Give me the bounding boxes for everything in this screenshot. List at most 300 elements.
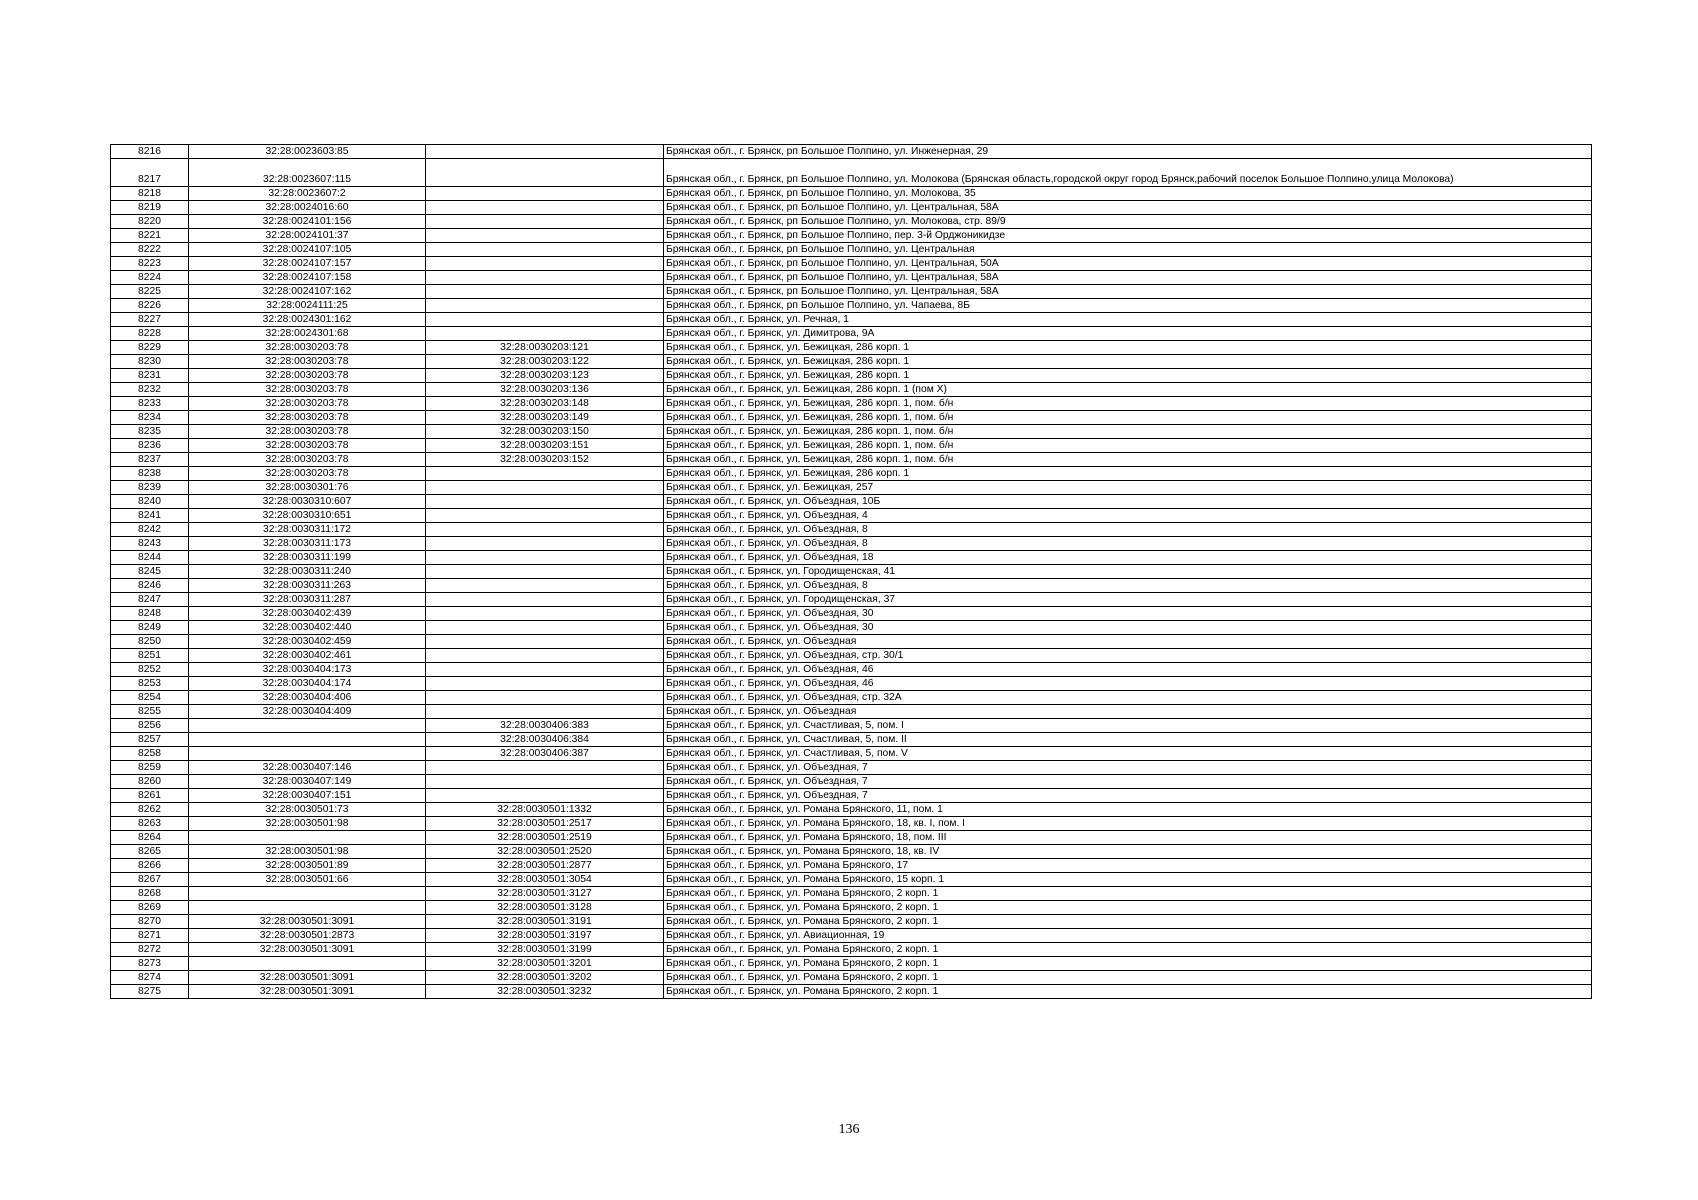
table-row bbox=[111, 719, 1592, 733]
table-row bbox=[111, 201, 1592, 215]
table-row bbox=[111, 915, 1592, 929]
cadastral-number-cell: 32:28:0030203:78 bbox=[189, 369, 426, 383]
table-row bbox=[111, 257, 1592, 271]
address-cell: Брянская обл., г. Брянск, ул. Бежицкая, 257 bbox=[664, 481, 1592, 495]
address-cell: Брянская обл., г. Брянск, ул. Городищенская, 37 bbox=[664, 593, 1592, 607]
row-number-cell: 8244 bbox=[111, 551, 189, 565]
row-number-cell: 8271 bbox=[111, 929, 189, 943]
address-cell: Брянская обл., г. Брянск, ул. Объездная, 30 bbox=[664, 607, 1592, 621]
row-number-cell: 8227 bbox=[111, 313, 189, 327]
sub-object-number-cell bbox=[426, 775, 664, 789]
row-number-cell: 8272 bbox=[111, 943, 189, 957]
sub-object-number-cell bbox=[426, 201, 664, 215]
cadastral-number-cell: 32:28:0030311:240 bbox=[189, 565, 426, 579]
address-cell: Брянская обл., г. Брянск, ул. Счастливая, 5, пом. V bbox=[664, 747, 1592, 761]
sub-object-number-cell: 32:28:0030501:3127 bbox=[426, 887, 664, 901]
cadastral-number-cell: 32:28:0030501:98 bbox=[189, 817, 426, 831]
cadastral-number-cell: 32:28:0030404:409 bbox=[189, 705, 426, 719]
address-cell: Брянская обл., г. Брянск, рп Большое Полпино, ул. Молокова, стр. 89/9 bbox=[664, 215, 1592, 229]
table-row bbox=[111, 649, 1592, 663]
cadastral-number-cell: 32:28:0024107:158 bbox=[189, 271, 426, 285]
table-row bbox=[111, 901, 1592, 915]
row-number-cell: 8249 bbox=[111, 621, 189, 635]
address-cell: Брянская обл., г. Брянск, ул. Романа Брянского, 15 корп. 1 bbox=[664, 873, 1592, 887]
row-number-cell: 8232 bbox=[111, 383, 189, 397]
table-row bbox=[111, 341, 1592, 355]
row-number-cell: 8236 bbox=[111, 439, 189, 453]
address-cell: Брянская обл., г. Брянск, рп Большое Полпино, пер. 3-й Орджоникидзе bbox=[664, 229, 1592, 243]
sub-object-number-cell bbox=[426, 789, 664, 803]
table-row bbox=[111, 523, 1592, 537]
address-cell: Брянская обл., г. Брянск, ул. Романа Брянского, 17 bbox=[664, 859, 1592, 873]
row-number-cell: 8225 bbox=[111, 285, 189, 299]
table-row bbox=[111, 509, 1592, 523]
table-row bbox=[111, 159, 1592, 187]
table-row bbox=[111, 621, 1592, 635]
cadastral-number-cell bbox=[189, 719, 426, 733]
row-number-cell: 8265 bbox=[111, 845, 189, 859]
row-number-cell: 8247 bbox=[111, 593, 189, 607]
address-cell: Брянская обл., г. Брянск, ул. Счастливая, 5, пом. I bbox=[664, 719, 1592, 733]
cadastral-number-cell: 32:28:0030404:173 bbox=[189, 663, 426, 677]
address-cell: Брянская обл., г. Брянск, рп Большое Полпино, ул. Центральная, 58А bbox=[664, 201, 1592, 215]
address-cell: Брянская обл., г. Брянск, ул. Объездная, 10Б bbox=[664, 495, 1592, 509]
sub-object-number-cell bbox=[426, 159, 664, 187]
table-row bbox=[111, 929, 1592, 943]
table-row bbox=[111, 775, 1592, 789]
row-number-cell: 8241 bbox=[111, 509, 189, 523]
address-cell: Брянская обл., г. Брянск, ул. Бежицкая, 286 корп. 1, пом. б/н bbox=[664, 411, 1592, 425]
cadastral-number-cell: 32:28:0030402:459 bbox=[189, 635, 426, 649]
table-row bbox=[111, 831, 1592, 845]
address-cell: Брянская обл., г. Брянск, рп Большое Полпино, ул. Центральная, 58А bbox=[664, 285, 1592, 299]
sub-object-number-cell bbox=[426, 299, 664, 313]
row-number-cell: 8229 bbox=[111, 341, 189, 355]
cadastral-number-cell: 32:28:0030407:146 bbox=[189, 761, 426, 775]
table-row bbox=[111, 607, 1592, 621]
cadastral-number-cell: 32:28:0030311:199 bbox=[189, 551, 426, 565]
cadastral-number-cell: 32:28:0030407:151 bbox=[189, 789, 426, 803]
cadastral-number-cell: 32:28:0024301:68 bbox=[189, 327, 426, 341]
table-row bbox=[111, 733, 1592, 747]
cadastral-number-cell bbox=[189, 831, 426, 845]
sub-object-number-cell: 32:28:0030203:123 bbox=[426, 369, 664, 383]
address-cell: Брянская обл., г. Брянск, ул. Объездная, 8 bbox=[664, 523, 1592, 537]
cadastral-number-cell: 32:28:0030203:78 bbox=[189, 397, 426, 411]
address-cell: Брянская обл., г. Брянск, ул. Романа Брянского, 18, кв. I, пом. I bbox=[664, 817, 1592, 831]
row-number-cell: 8253 bbox=[111, 677, 189, 691]
row-number-cell: 8260 bbox=[111, 775, 189, 789]
address-cell: Брянская обл., г. Брянск, ул. Объездная, 8 bbox=[664, 579, 1592, 593]
row-number-cell: 8246 bbox=[111, 579, 189, 593]
cadastral-number-cell: 32:28:0024107:157 bbox=[189, 257, 426, 271]
cadastral-number-cell: 32:28:0030501:98 bbox=[189, 845, 426, 859]
table-row bbox=[111, 663, 1592, 677]
sub-object-number-cell: 32:28:0030203:151 bbox=[426, 439, 664, 453]
address-cell: Брянская обл., г. Брянск, ул. Объездная, 7 bbox=[664, 775, 1592, 789]
sub-object-number-cell bbox=[426, 187, 664, 201]
address-cell: Брянская обл., г. Брянск, ул. Объездная, стр. 30/1 bbox=[664, 649, 1592, 663]
table-row bbox=[111, 705, 1592, 719]
address-cell: Брянская обл., г. Брянск, ул. Бежицкая, 286 корп. 1 bbox=[664, 355, 1592, 369]
cadastral-number-cell: 32:28:0030311:287 bbox=[189, 593, 426, 607]
address-cell: Брянская обл., г. Брянск, ул. Объездная, 7 bbox=[664, 789, 1592, 803]
row-number-cell: 8220 bbox=[111, 215, 189, 229]
cadastral-number-cell: 32:28:0030501:66 bbox=[189, 873, 426, 887]
cadastral-number-cell: 32:28:0030402:461 bbox=[189, 649, 426, 663]
table-row bbox=[111, 873, 1592, 887]
table-row bbox=[111, 971, 1592, 985]
row-number-cell: 8261 bbox=[111, 789, 189, 803]
table-row bbox=[111, 355, 1592, 369]
cadastral-number-cell: 32:28:0030501:73 bbox=[189, 803, 426, 817]
cadastral-number-cell: 32:28:0030501:89 bbox=[189, 859, 426, 873]
cadastral-number-cell: 32:28:0030402:440 bbox=[189, 621, 426, 635]
address-cell: Брянская обл., г. Брянск, ул. Димитрова, 9А bbox=[664, 327, 1592, 341]
cadastral-number-cell: 32:28:0030203:78 bbox=[189, 341, 426, 355]
row-number-cell: 8243 bbox=[111, 537, 189, 551]
table-row bbox=[111, 215, 1592, 229]
sub-object-number-cell bbox=[426, 565, 664, 579]
sub-object-number-cell bbox=[426, 285, 664, 299]
table-row bbox=[111, 817, 1592, 831]
cadastral-number-cell: 32:28:0024101:156 bbox=[189, 215, 426, 229]
table-row bbox=[111, 145, 1592, 159]
cadastral-number-cell: 32:28:0030203:78 bbox=[189, 467, 426, 481]
address-cell: Брянская обл., г. Брянск, ул. Романа Брянского, 18, кв. IV bbox=[664, 845, 1592, 859]
row-number-cell: 8275 bbox=[111, 985, 189, 999]
table-row bbox=[111, 425, 1592, 439]
sub-object-number-cell bbox=[426, 621, 664, 635]
cadastral-number-cell: 32:28:0024107:105 bbox=[189, 243, 426, 257]
table-row bbox=[111, 369, 1592, 383]
table-row bbox=[111, 943, 1592, 957]
cadastral-number-cell: 32:28:0030203:78 bbox=[189, 383, 426, 397]
row-number-cell: 8237 bbox=[111, 453, 189, 467]
row-number-cell: 8217 bbox=[111, 159, 189, 187]
sub-object-number-cell: 32:28:0030501:3201 bbox=[426, 957, 664, 971]
address-cell: Брянская обл., г. Брянск, ул. Объездная bbox=[664, 705, 1592, 719]
row-number-cell: 8238 bbox=[111, 467, 189, 481]
table-row bbox=[111, 383, 1592, 397]
row-number-cell: 8216 bbox=[111, 145, 189, 159]
address-cell: Брянская обл., г. Брянск, ул. Бежицкая, 286 корп. 1 bbox=[664, 369, 1592, 383]
address-cell: Брянская обл., г. Брянск, ул. Объездная, 30 bbox=[664, 621, 1592, 635]
cadastral-number-cell: 32:28:0023607:2 bbox=[189, 187, 426, 201]
cadastral-number-cell: 32:28:0023607:115 bbox=[189, 159, 426, 187]
cadastral-number-cell: 32:28:0030301:76 bbox=[189, 481, 426, 495]
sub-object-number-cell: 32:28:0030203:148 bbox=[426, 397, 664, 411]
sub-object-number-cell: 32:28:0030203:136 bbox=[426, 383, 664, 397]
sub-object-number-cell bbox=[426, 635, 664, 649]
address-cell: Брянская обл., г. Брянск, ул. Романа Брянского, 2 корп. 1 bbox=[664, 971, 1592, 985]
cadastral-number-cell: 32:28:0030203:78 bbox=[189, 355, 426, 369]
row-number-cell: 8239 bbox=[111, 481, 189, 495]
table-row bbox=[111, 439, 1592, 453]
table-row bbox=[111, 243, 1592, 257]
sub-object-number-cell: 32:28:0030501:3197 bbox=[426, 929, 664, 943]
sub-object-number-cell bbox=[426, 705, 664, 719]
cadastral-number-cell: 32:28:0030311:172 bbox=[189, 523, 426, 537]
row-number-cell: 8251 bbox=[111, 649, 189, 663]
cadastral-number-cell: 32:28:0030311:263 bbox=[189, 579, 426, 593]
address-cell: Брянская обл., г. Брянск, рп Большое Полпино, ул. Центральная bbox=[664, 243, 1592, 257]
table-row bbox=[111, 859, 1592, 873]
address-cell: Брянская обл., г. Брянск, ул. Романа Брянского, 2 корп. 1 bbox=[664, 957, 1592, 971]
cadastral-number-cell: 32:28:0030203:78 bbox=[189, 453, 426, 467]
row-number-cell: 8242 bbox=[111, 523, 189, 537]
address-cell: Брянская обл., г. Брянск, рп Большое Полпино, ул. Молокова, 35 bbox=[664, 187, 1592, 201]
sub-object-number-cell bbox=[426, 257, 664, 271]
address-cell: Брянская обл., г. Брянск, ул. Бежицкая, 286 корп. 1 (пом Х) bbox=[664, 383, 1592, 397]
row-number-cell: 8223 bbox=[111, 257, 189, 271]
table-row bbox=[111, 551, 1592, 565]
cadastral-number-cell: 32:28:0030407:149 bbox=[189, 775, 426, 789]
cadastral-number-cell: 32:28:0030311:173 bbox=[189, 537, 426, 551]
address-cell: Брянская обл., г. Брянск, рп Большое Полпино, ул. Центральная, 50А bbox=[664, 257, 1592, 271]
address-cell: Брянская обл., г. Брянск, ул. Счастливая, 5, пом. II bbox=[664, 733, 1592, 747]
address-cell: Брянская обл., г. Брянск, ул. Объездная, 18 bbox=[664, 551, 1592, 565]
table-row bbox=[111, 985, 1592, 999]
address-cell: Брянская обл., г. Брянск, ул. Объездная, 7 bbox=[664, 761, 1592, 775]
row-number-cell: 8269 bbox=[111, 901, 189, 915]
row-number-cell: 8262 bbox=[111, 803, 189, 817]
address-cell: Брянская обл., г. Брянск, рп Большое Полпино, ул. Инженерная, 29 bbox=[664, 145, 1592, 159]
cadastral-number-cell: 32:28:0030501:3091 bbox=[189, 915, 426, 929]
cadastral-number-cell: 32:28:0030404:174 bbox=[189, 677, 426, 691]
row-number-cell: 8267 bbox=[111, 873, 189, 887]
sub-object-number-cell bbox=[426, 551, 664, 565]
address-cell: Брянская обл., г. Брянск, ул. Романа Брянского, 2 корп. 1 bbox=[664, 887, 1592, 901]
table-row bbox=[111, 495, 1592, 509]
cadastral-number-cell: 32:28:0030501:3091 bbox=[189, 971, 426, 985]
row-number-cell: 8218 bbox=[111, 187, 189, 201]
sub-object-number-cell: 32:28:0030406:383 bbox=[426, 719, 664, 733]
cadastral-number-cell: 32:28:0024111:25 bbox=[189, 299, 426, 313]
row-number-cell: 8245 bbox=[111, 565, 189, 579]
row-number-cell: 8234 bbox=[111, 411, 189, 425]
sub-object-number-cell bbox=[426, 481, 664, 495]
table-row bbox=[111, 803, 1592, 817]
row-number-cell: 8228 bbox=[111, 327, 189, 341]
table-row bbox=[111, 957, 1592, 971]
cadastral-number-cell: 32:28:0030404:406 bbox=[189, 691, 426, 705]
address-cell: Брянская обл., г. Брянск, ул. Авиационная, 19 bbox=[664, 929, 1592, 943]
address-cell: Брянская обл., г. Брянск, ул. Объездная, 46 bbox=[664, 677, 1592, 691]
sub-object-number-cell: 32:28:0030501:2520 bbox=[426, 845, 664, 859]
sub-object-number-cell: 32:28:0030203:152 bbox=[426, 453, 664, 467]
table-row bbox=[111, 593, 1592, 607]
cadastral-number-cell: 32:28:0030203:78 bbox=[189, 439, 426, 453]
address-cell: Брянская обл., г. Брянск, рп Большое Полпино, ул. Чапаева, 8Б bbox=[664, 299, 1592, 313]
sub-object-number-cell: 32:28:0030501:2519 bbox=[426, 831, 664, 845]
row-number-cell: 8274 bbox=[111, 971, 189, 985]
table-row bbox=[111, 635, 1592, 649]
table-row bbox=[111, 453, 1592, 467]
row-number-cell: 8231 bbox=[111, 369, 189, 383]
row-number-cell: 8270 bbox=[111, 915, 189, 929]
address-cell: Брянская обл., г. Брянск, ул. Бежицкая, 286 корп. 1, пом. б/н bbox=[664, 453, 1592, 467]
table-row bbox=[111, 691, 1592, 705]
table-row bbox=[111, 411, 1592, 425]
cadastral-number-cell: 32:28:0024301:162 bbox=[189, 313, 426, 327]
cadastral-number-cell: 32:28:0030402:439 bbox=[189, 607, 426, 621]
address-cell: Брянская обл., г. Брянск, ул. Объездная, 46 bbox=[664, 663, 1592, 677]
row-number-cell: 8235 bbox=[111, 425, 189, 439]
table-row bbox=[111, 677, 1592, 691]
sub-object-number-cell: 32:28:0030406:384 bbox=[426, 733, 664, 747]
address-cell: Брянская обл., г. Брянск, ул. Объездная bbox=[664, 635, 1592, 649]
cadastral-number-cell: 32:28:0030310:607 bbox=[189, 495, 426, 509]
address-cell: Брянская обл., г. Брянск, ул. Романа Брянского, 2 корп. 1 bbox=[664, 985, 1592, 999]
row-number-cell: 8268 bbox=[111, 887, 189, 901]
address-cell: Брянская обл., г. Брянск, ул. Романа Брянского, 18, пом. III bbox=[664, 831, 1592, 845]
table-row bbox=[111, 285, 1592, 299]
table-row bbox=[111, 761, 1592, 775]
row-number-cell: 8240 bbox=[111, 495, 189, 509]
cadastral-number-cell: 32:28:0024107:162 bbox=[189, 285, 426, 299]
sub-object-number-cell bbox=[426, 677, 664, 691]
address-cell: Брянская обл., г. Брянск, ул. Объездная, стр. 32А bbox=[664, 691, 1592, 705]
row-number-cell: 8266 bbox=[111, 859, 189, 873]
row-number-cell: 8259 bbox=[111, 761, 189, 775]
row-number-cell: 8250 bbox=[111, 635, 189, 649]
cadastral-number-cell: 32:28:0030501:2873 bbox=[189, 929, 426, 943]
row-number-cell: 8222 bbox=[111, 243, 189, 257]
table-row bbox=[111, 887, 1592, 901]
sub-object-number-cell: 32:28:0030501:3199 bbox=[426, 943, 664, 957]
sub-object-number-cell bbox=[426, 523, 664, 537]
address-cell: Брянская обл., г. Брянск, ул. Бежицкая, 286 корп. 1 bbox=[664, 341, 1592, 355]
row-number-cell: 8248 bbox=[111, 607, 189, 621]
cadastral-number-cell: 32:28:0024101:37 bbox=[189, 229, 426, 243]
address-cell: Брянская обл., г. Брянск, ул. Бежицкая, 286 корп. 1 bbox=[664, 467, 1592, 481]
sub-object-number-cell bbox=[426, 495, 664, 509]
sub-object-number-cell: 32:28:0030501:3191 bbox=[426, 915, 664, 929]
sub-object-number-cell bbox=[426, 229, 664, 243]
sub-object-number-cell: 32:28:0030501:3232 bbox=[426, 985, 664, 999]
cadastral-number-cell: 32:28:0030310:651 bbox=[189, 509, 426, 523]
property-registry-table bbox=[110, 144, 1592, 999]
table-row bbox=[111, 397, 1592, 411]
row-number-cell: 8233 bbox=[111, 397, 189, 411]
row-number-cell: 8224 bbox=[111, 271, 189, 285]
table-row bbox=[111, 537, 1592, 551]
sub-object-number-cell bbox=[426, 593, 664, 607]
sub-object-number-cell bbox=[426, 327, 664, 341]
row-number-cell: 8219 bbox=[111, 201, 189, 215]
cadastral-number-cell: 32:28:0030501:3091 bbox=[189, 943, 426, 957]
row-number-cell: 8254 bbox=[111, 691, 189, 705]
table-row bbox=[111, 747, 1592, 761]
row-number-cell: 8257 bbox=[111, 733, 189, 747]
sub-object-number-cell: 32:28:0030406:387 bbox=[426, 747, 664, 761]
sub-object-number-cell bbox=[426, 467, 664, 481]
row-number-cell: 8273 bbox=[111, 957, 189, 971]
row-number-cell: 8263 bbox=[111, 817, 189, 831]
sub-object-number-cell: 32:28:0030203:121 bbox=[426, 341, 664, 355]
table-row bbox=[111, 271, 1592, 285]
registry-table-body bbox=[111, 145, 1592, 999]
sub-object-number-cell bbox=[426, 145, 664, 159]
row-number-cell: 8226 bbox=[111, 299, 189, 313]
cadastral-number-cell bbox=[189, 733, 426, 747]
row-number-cell: 8264 bbox=[111, 831, 189, 845]
sub-object-number-cell: 32:28:0030501:2877 bbox=[426, 859, 664, 873]
address-cell: Брянская обл., г. Брянск, ул. Речная, 1 bbox=[664, 313, 1592, 327]
row-number-cell: 8258 bbox=[111, 747, 189, 761]
sub-object-number-cell bbox=[426, 649, 664, 663]
sub-object-number-cell bbox=[426, 607, 664, 621]
table-row bbox=[111, 299, 1592, 313]
row-number-cell: 8252 bbox=[111, 663, 189, 677]
sub-object-number-cell bbox=[426, 537, 664, 551]
sub-object-number-cell: 32:28:0030501:2517 bbox=[426, 817, 664, 831]
cadastral-number-cell: 32:28:0030203:78 bbox=[189, 425, 426, 439]
sub-object-number-cell bbox=[426, 509, 664, 523]
sub-object-number-cell bbox=[426, 271, 664, 285]
address-cell: Брянская обл., г. Брянск, ул. Бежицкая, 286 корп. 1, пом. б/н bbox=[664, 425, 1592, 439]
table-row bbox=[111, 789, 1592, 803]
cadastral-number-cell: 32:28:0023603:85 bbox=[189, 145, 426, 159]
sub-object-number-cell bbox=[426, 691, 664, 705]
table-row bbox=[111, 467, 1592, 481]
cadastral-number-cell bbox=[189, 901, 426, 915]
sub-object-number-cell: 32:28:0030501:3054 bbox=[426, 873, 664, 887]
sub-object-number-cell: 32:28:0030501:3202 bbox=[426, 971, 664, 985]
address-cell: Брянская обл., г. Брянск, ул. Бежицкая, 286 корп. 1, пом. б/н bbox=[664, 397, 1592, 411]
table-row bbox=[111, 313, 1592, 327]
sub-object-number-cell: 32:28:0030203:149 bbox=[426, 411, 664, 425]
address-cell: Брянская обл., г. Брянск, ул. Бежицкая, 286 корп. 1, пом. б/н bbox=[664, 439, 1592, 453]
row-number-cell: 8256 bbox=[111, 719, 189, 733]
address-cell: Брянская обл., г. Брянск, ул. Романа Брянского, 2 корп. 1 bbox=[664, 915, 1592, 929]
address-cell: Брянская обл., г. Брянск, ул. Объездная, 8 bbox=[664, 537, 1592, 551]
sub-object-number-cell bbox=[426, 243, 664, 257]
sub-object-number-cell: 32:28:0030501:1332 bbox=[426, 803, 664, 817]
table-row bbox=[111, 187, 1592, 201]
sub-object-number-cell bbox=[426, 215, 664, 229]
address-cell: Брянская обл., г. Брянск, ул. Городищенская, 41 bbox=[664, 565, 1592, 579]
sub-object-number-cell bbox=[426, 313, 664, 327]
sub-object-number-cell bbox=[426, 579, 664, 593]
table-row bbox=[111, 845, 1592, 859]
address-cell: Брянская обл., г. Брянск, ул. Объездная, 4 bbox=[664, 509, 1592, 523]
row-number-cell: 8221 bbox=[111, 229, 189, 243]
cadastral-number-cell bbox=[189, 957, 426, 971]
cadastral-number-cell: 32:28:0030501:3091 bbox=[189, 985, 426, 999]
sub-object-number-cell: 32:28:0030203:150 bbox=[426, 425, 664, 439]
sub-object-number-cell: 32:28:0030501:3128 bbox=[426, 901, 664, 915]
cadastral-number-cell: 32:28:0024016:60 bbox=[189, 201, 426, 215]
address-cell: Брянская обл., г. Брянск, ул. Романа Брянского, 11, пом. 1 bbox=[664, 803, 1592, 817]
address-cell: Брянская обл., г. Брянск, рп Большое Полпино, ул. Центральная, 58А bbox=[664, 271, 1592, 285]
cadastral-number-cell: 32:28:0030203:78 bbox=[189, 411, 426, 425]
row-number-cell: 8255 bbox=[111, 705, 189, 719]
sub-object-number-cell bbox=[426, 761, 664, 775]
table-row bbox=[111, 579, 1592, 593]
row-number-cell: 8230 bbox=[111, 355, 189, 369]
address-cell: Брянская обл., г. Брянск, ул. Романа Брянского, 2 корп. 1 bbox=[664, 901, 1592, 915]
cadastral-number-cell bbox=[189, 887, 426, 901]
address-cell: Брянская обл., г. Брянск, рп Большое Полпино, ул. Молокова (Брянская область,городской округ город Брянск,рабочий поселок Большое Полпино,улица Молокова) bbox=[664, 159, 1592, 187]
table-row bbox=[111, 229, 1592, 243]
table-row bbox=[111, 327, 1592, 341]
table-row bbox=[111, 481, 1592, 495]
sub-object-number-cell bbox=[426, 663, 664, 677]
page-number: 136 bbox=[838, 1122, 860, 1137]
sub-object-number-cell: 32:28:0030203:122 bbox=[426, 355, 664, 369]
